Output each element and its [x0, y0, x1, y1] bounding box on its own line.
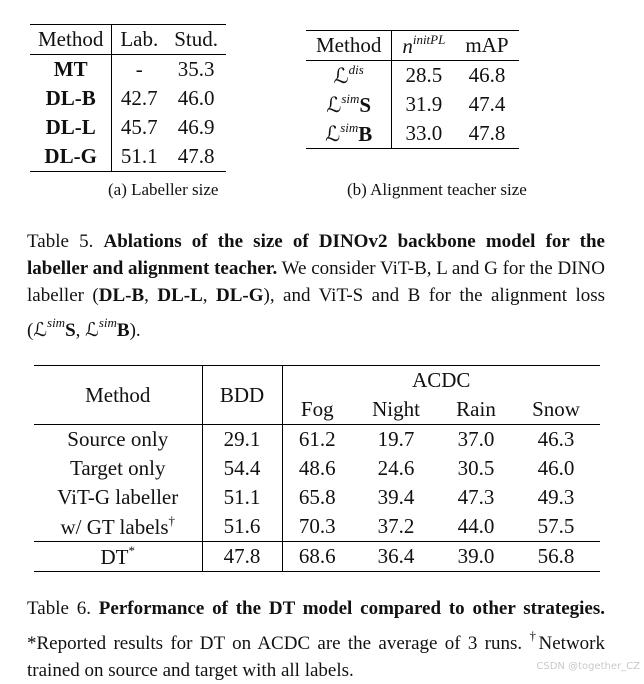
header-rain: Rain	[440, 395, 512, 425]
table-row	[30, 84, 226, 113]
table-row	[306, 61, 519, 91]
fog-cell: 65.8	[298, 485, 336, 509]
table-row	[34, 512, 600, 542]
stud-cell: 35.3	[177, 57, 215, 81]
bdd-cell: 51.6	[202, 512, 282, 542]
header-method: Method	[306, 31, 392, 61]
night-cell: 39.4	[377, 485, 415, 509]
bdd-cell: 29.1	[202, 425, 282, 455]
bdd-cell: 47.8	[202, 542, 282, 572]
header-n-initpl: $n^{initPL}$	[392, 31, 456, 61]
header-acdc: ACDC	[282, 366, 600, 396]
table-row	[34, 483, 600, 512]
header-snow: Snow	[512, 395, 600, 425]
lab-cell: -	[135, 57, 143, 81]
table-row	[34, 542, 600, 572]
method-cell: Target only	[34, 454, 202, 483]
lab-cell: 45.7	[120, 115, 158, 139]
lab-cell: 42.7	[120, 86, 158, 110]
table-row	[34, 454, 600, 483]
snow-cell: 56.8	[512, 542, 600, 572]
snow-cell: 46.0	[537, 456, 575, 480]
header-night: Night	[352, 395, 440, 425]
method-cell: w/ GT labels†	[34, 512, 202, 542]
header-map: mAP	[455, 31, 518, 61]
rain-cell: 30.5	[457, 456, 495, 480]
table-5b	[306, 30, 519, 149]
method-cell: DL-G	[30, 142, 112, 172]
table-row	[34, 425, 600, 455]
table-row	[306, 90, 519, 119]
watermark: CSDN @together_CZ	[536, 661, 640, 672]
method-cell: DL-L	[30, 113, 112, 142]
snow-cell: 49.3	[537, 485, 575, 509]
method-cell: ℒ$^{dis}$	[306, 61, 392, 91]
table-row	[306, 119, 519, 149]
method-cell: ℒ$^{sim}$S	[306, 90, 392, 119]
n-cell: 31.9	[405, 92, 443, 116]
stud-cell: 47.8	[166, 142, 226, 172]
fog-cell: 61.2	[298, 427, 336, 451]
night-cell: 37.2	[352, 512, 440, 542]
method-cell: DL-B	[30, 84, 112, 113]
header-lab: Lab.	[112, 25, 166, 55]
night-cell: 36.4	[352, 542, 440, 572]
n-cell: 33.0	[392, 119, 456, 149]
bdd-cell: 54.4	[202, 454, 282, 483]
bdd-cell: 51.1	[202, 483, 282, 512]
table-5-caption: Table 5. Ablations of the size of DINOv2 backbone model for the labeller and alignment teacher. We consider ViT-B, L and G for the DINO labeller (DL-B, DL-L, DL-G), and ViT-S and B for the alignment loss (ℒ$^{sim}$S, ℒ$^{sim}$B).	[27, 231, 606, 341]
fog-cell: 68.6	[282, 542, 352, 572]
rain-cell: 47.3	[457, 485, 495, 509]
header-stud: Stud.	[166, 25, 226, 55]
rain-cell: 44.0	[440, 512, 512, 542]
header-fog: Fog	[282, 395, 352, 425]
snow-cell: 57.5	[512, 512, 600, 542]
table-row	[30, 113, 226, 142]
map-cell: 46.8	[468, 63, 506, 87]
stud-cell: 46.9	[177, 115, 215, 139]
map-cell: 47.8	[455, 119, 518, 149]
header-method: Method	[34, 366, 202, 425]
night-cell: 24.6	[377, 456, 415, 480]
method-cell: MT	[30, 55, 112, 85]
method-cell: ℒ$^{sim}$B	[306, 119, 392, 149]
method-cell: DT*	[34, 542, 202, 572]
table-row	[30, 55, 226, 85]
snow-cell: 46.3	[537, 427, 575, 451]
map-cell: 47.4	[468, 92, 506, 116]
table-6	[34, 365, 600, 572]
header-method: Method	[30, 25, 112, 55]
fog-cell: 70.3	[282, 512, 352, 542]
table-row	[30, 142, 226, 172]
fog-cell: 48.6	[298, 456, 336, 480]
stud-cell: 46.0	[177, 86, 215, 110]
table-5a	[30, 24, 226, 172]
night-cell: 19.7	[377, 427, 415, 451]
subcaption-a: (a) Labeller size	[108, 180, 219, 199]
n-cell: 28.5	[405, 63, 443, 87]
header-bdd: BDD	[202, 366, 282, 425]
method-cell: Source only	[34, 425, 202, 455]
table-6-caption: Table 6. Performance of the DT model compared to other strategies. *Reported results for DT on ACDC are the average of 3 runs. †Network trained on source and target with all labels.	[27, 598, 605, 681]
lab-cell: 51.1	[112, 142, 166, 172]
subcaption-b: (b) Alignment teacher size	[347, 180, 527, 199]
method-cell: ViT-G labeller	[34, 483, 202, 512]
rain-cell: 39.0	[440, 542, 512, 572]
rain-cell: 37.0	[457, 427, 495, 451]
